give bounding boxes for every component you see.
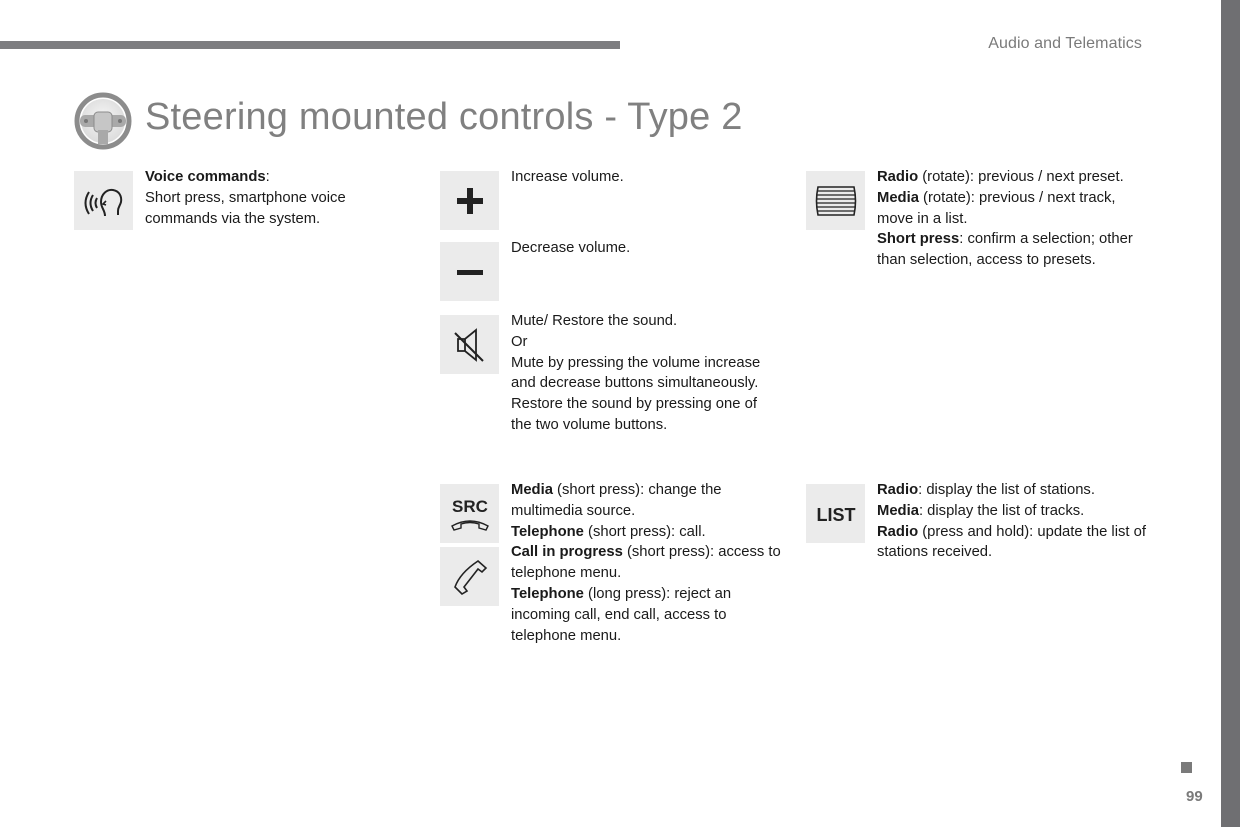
plus-icon	[455, 186, 485, 216]
section-title: Audio and Telematics	[988, 35, 1142, 52]
telephone-button	[440, 547, 499, 606]
svg-text:SRC: SRC	[451, 496, 488, 516]
src-telephone-description: Media (short press): change the multimedia source. Telephone (short press): call. Call in progress (short press): access to telephone menu. Telephone (long press): reject an incoming call, end call, access to telephone menu.	[511, 482, 781, 644]
minus-icon	[455, 257, 485, 287]
list-description: Radio: display the list of stations. Media: display the list of tracks. Radio (press and hold): update the list of stations received.	[877, 482, 1146, 561]
page-title: Steering mounted controls - Type 2	[145, 96, 743, 138]
mute-description: Mute/ Restore the sound. Or Mute by pressing the volume increase and decrease buttons simultaneously. Restore the sound by pressing one of the two volume buttons.	[511, 313, 761, 433]
mute-icon	[452, 325, 488, 365]
right-edge-band	[1221, 0, 1240, 827]
volume-up-button	[440, 171, 499, 230]
decrease-volume-description: Decrease volume.	[511, 240, 631, 256]
voice-command-icon	[83, 180, 125, 222]
src-telephone-icon	[446, 490, 494, 538]
increase-volume-description: Increase volume.	[511, 169, 624, 185]
page-number: 99	[1186, 788, 1203, 805]
steering-wheel-icon	[74, 92, 132, 150]
thumbwheel-icon	[814, 184, 858, 218]
page-marker	[1181, 762, 1192, 773]
svg-text:LIST: LIST	[816, 504, 855, 525]
list-button	[806, 484, 865, 543]
thumbwheel-button	[806, 171, 865, 230]
header-rule	[0, 41, 620, 49]
voice-commands-label: Voice commands	[145, 169, 266, 185]
src-button	[440, 484, 499, 543]
thumbwheel-description: Radio (rotate): previous / next preset. Media (rotate): previous / next track, move in a list. Short press: confirm a selection; other than selection, access to presets.	[877, 169, 1133, 269]
mute-button	[440, 315, 499, 374]
list-icon	[812, 499, 860, 529]
telephone-icon	[450, 557, 490, 597]
voice-commands-description: Voice commands: Short press, smartphone voice commands via the system.	[145, 167, 395, 229]
voice-commands-text: Short press, smartphone voice commands via the system.	[145, 189, 346, 227]
volume-down-button	[440, 242, 499, 301]
voice-command-button	[74, 171, 133, 230]
